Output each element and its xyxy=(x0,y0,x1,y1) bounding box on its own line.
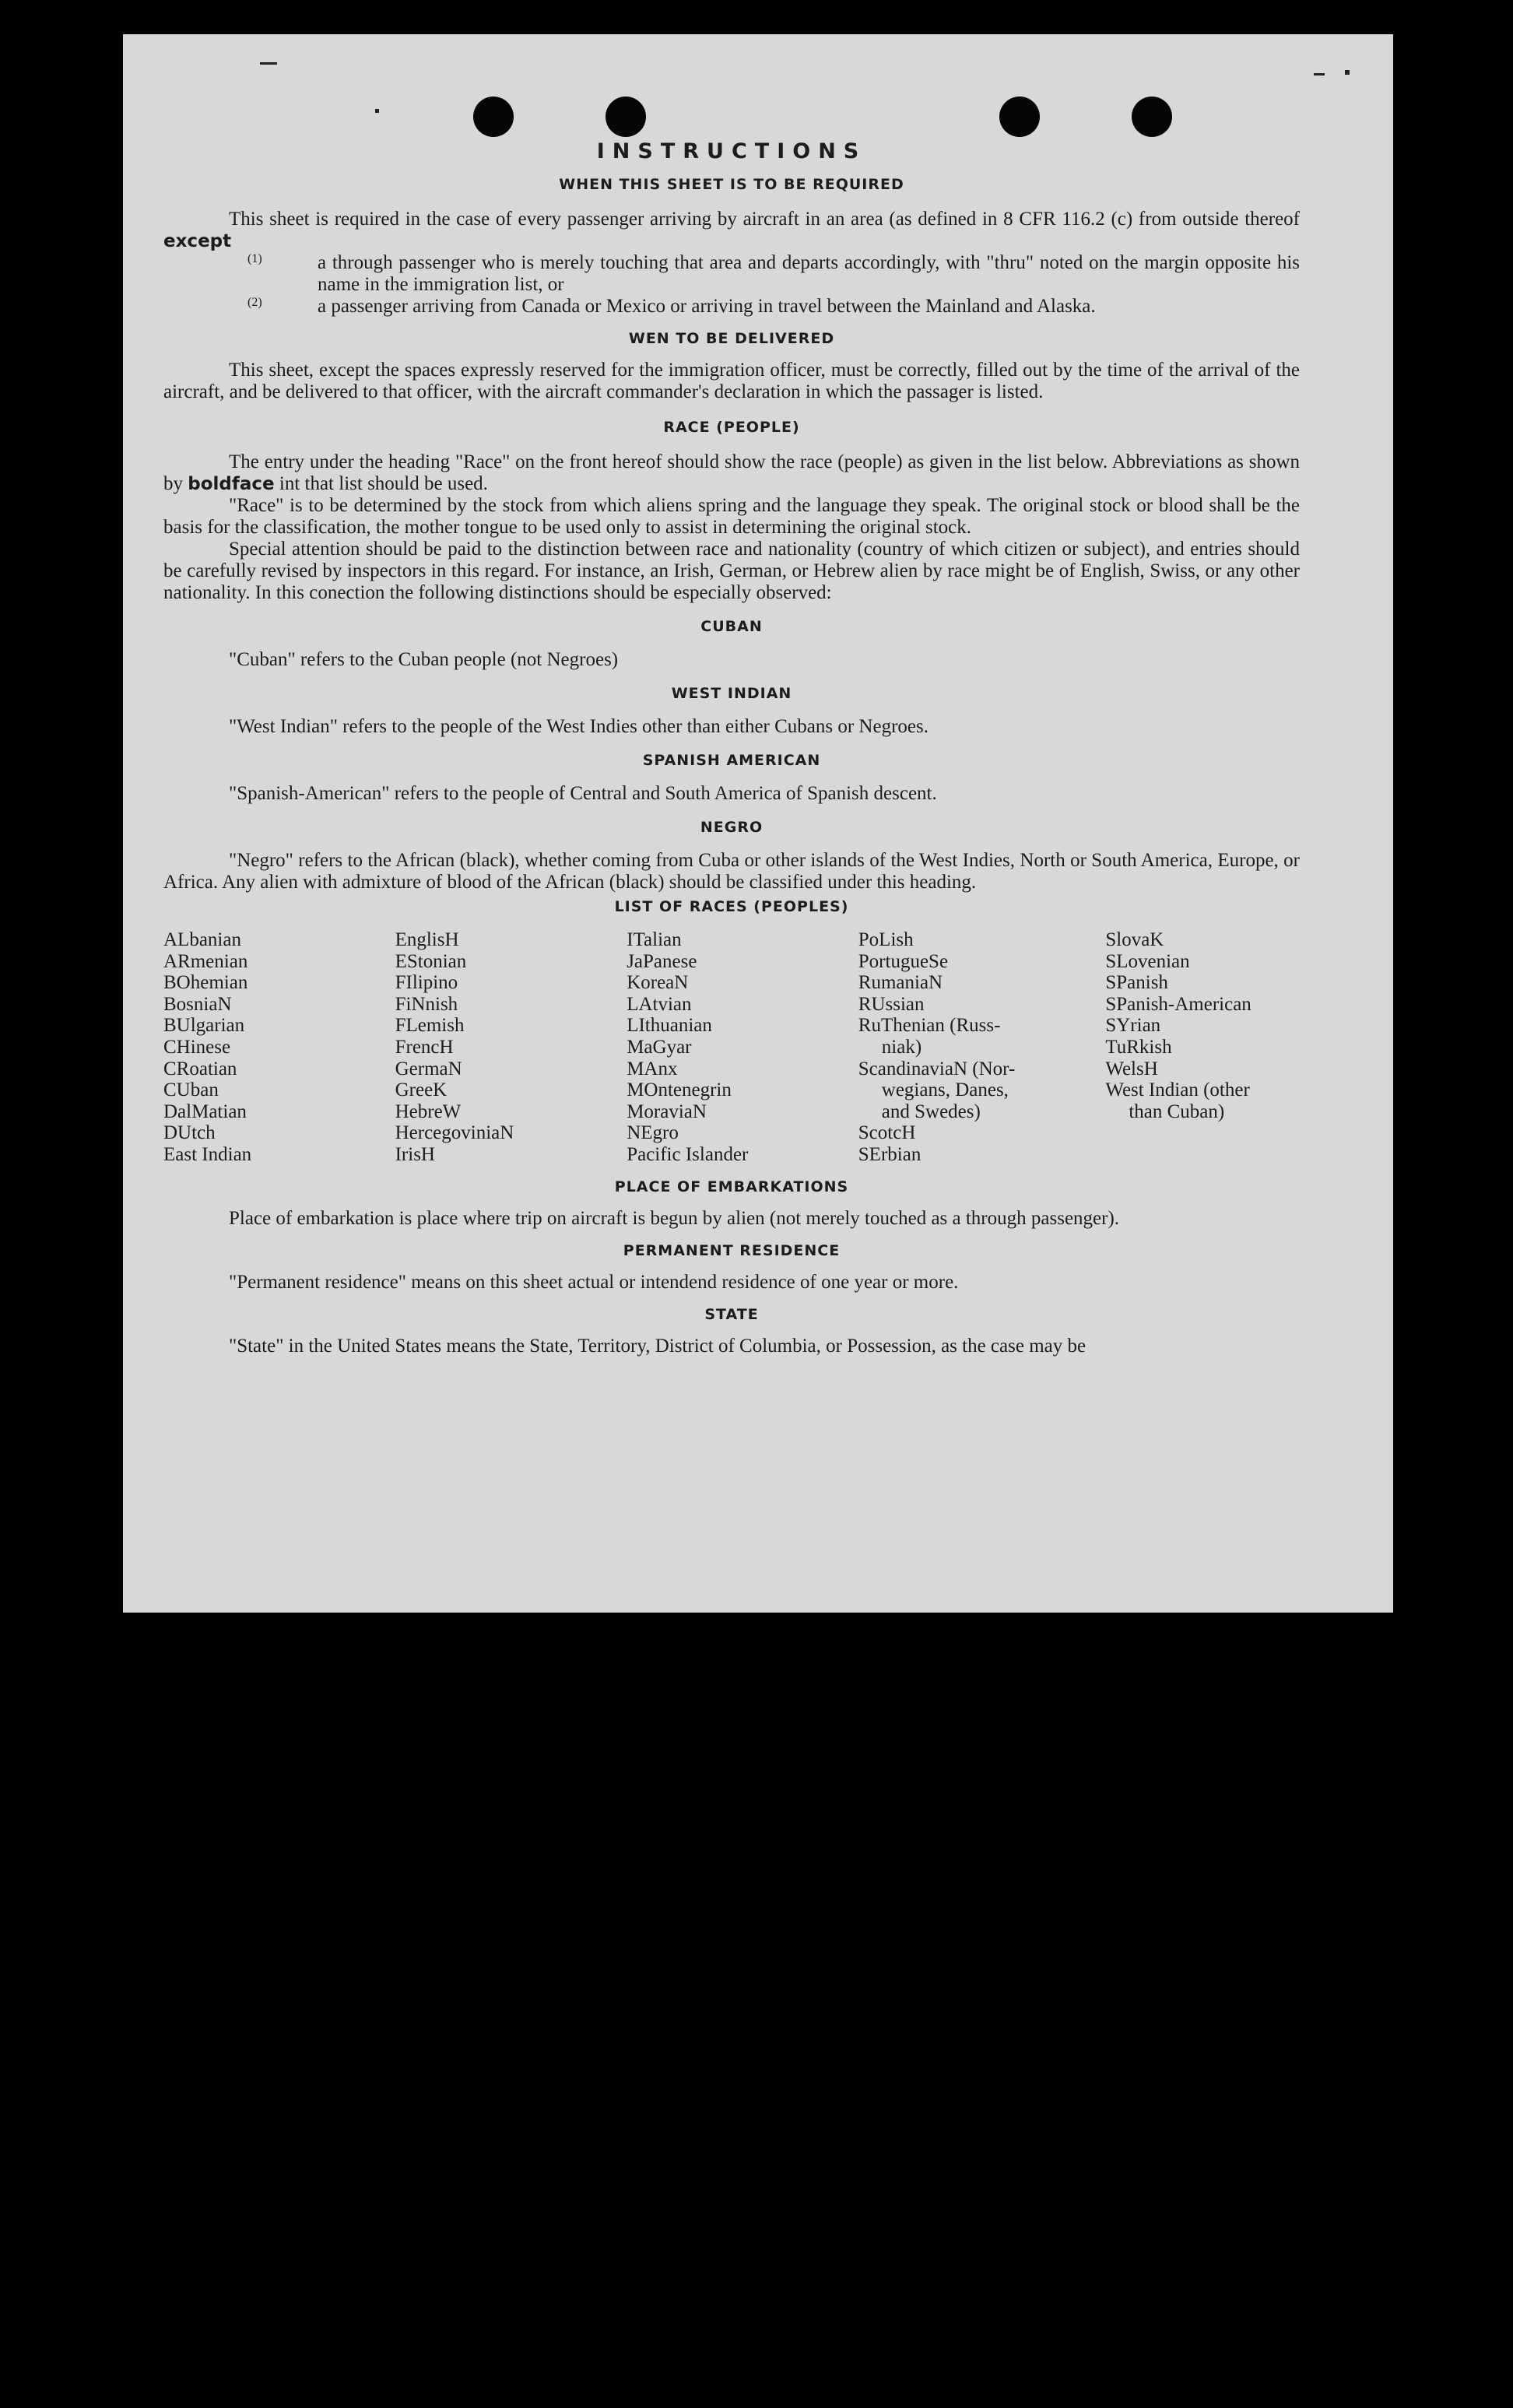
race-entry: BOhemian xyxy=(163,972,248,994)
list-item xyxy=(247,296,1300,318)
page-title: INSTRUCTIONS xyxy=(596,139,867,163)
races-column xyxy=(395,929,627,1166)
race-entry: ScotcH xyxy=(858,1122,916,1144)
when-required-text: This sheet is required in the case of every passenger arriving by aircraft in an area (as defined in 8 CFR 116.2 (c) from outside thereof except xyxy=(163,209,1300,251)
item-text: a through passenger who is merely touching that area and departs accordingly, with "thru" noted on the margin opposite his name in the immigration list, or xyxy=(318,252,1300,295)
item-number: (1) xyxy=(247,252,262,265)
list-item xyxy=(247,252,1300,296)
race-entry: niak) xyxy=(881,1036,922,1058)
race-entry: DUtch xyxy=(163,1122,216,1144)
race-entry: FrencH xyxy=(395,1036,454,1058)
race-entry: EStonian xyxy=(395,950,467,972)
race-entry: EnglisH xyxy=(395,929,459,950)
race-entry: wegians, Danes, xyxy=(881,1079,1009,1101)
race-entry: HebreW xyxy=(395,1100,462,1122)
delivered-text: This sheet, except the spaces expressly reserved for the immigration officer, must be correctly, filled out by the time of the arrival of the aircraft, and be delivered to that officer, with the aircraft commander's declaration in which the passager is listed. xyxy=(163,360,1300,402)
race-entry: ScandinaviaN (Nor- xyxy=(858,1058,1016,1079)
section-heading-spanish-american: SPANISH AMERICAN xyxy=(642,752,821,769)
race-entry: West Indian (other xyxy=(1105,1079,1250,1101)
race-entry: FIlipino xyxy=(395,972,458,994)
race-entry: than Cuban) xyxy=(1129,1100,1225,1122)
race-entry: SPanish xyxy=(1105,972,1168,994)
negro-text: "Negro" refers to the African (black), whether coming from Cuba or other islands of the West Indies, North or South America, Europe, or Africa. Any alien with admixture of blood of the African (black) should be classified under this heading. xyxy=(163,850,1300,893)
race-entry: SErbian xyxy=(858,1143,921,1165)
section-heading-state: STATE xyxy=(704,1305,759,1323)
scan-speck xyxy=(1314,73,1325,75)
race-entry: GermaN xyxy=(395,1058,462,1079)
race-entry: Pacific Islander xyxy=(627,1143,749,1165)
race-entry: BosniaN xyxy=(163,993,232,1015)
race-entry: and Swedes) xyxy=(881,1100,981,1122)
boldface-emphasis: boldface xyxy=(188,474,275,494)
race-entry: CHinese xyxy=(163,1036,231,1058)
punch-hole xyxy=(606,97,646,137)
race-entry: SYrian xyxy=(1105,1015,1161,1037)
races-column xyxy=(858,929,1106,1166)
race-entry: RUssian xyxy=(858,993,925,1015)
instructions-content xyxy=(163,139,1300,1357)
race-entry: TuRkish xyxy=(1105,1036,1172,1058)
residence-text: "Permanent residence" means on this sheet actual or intendend residence of one year or more. xyxy=(229,1271,959,1293)
section-heading-embarkation: PLACE OF EMBARKATIONS xyxy=(614,1178,849,1195)
race-entry: RuThenian (Russ- xyxy=(858,1015,1001,1037)
race-entry: MAnx xyxy=(627,1058,678,1079)
race-entry: East Indian xyxy=(163,1143,252,1165)
race-entry: FiNnish xyxy=(395,993,458,1015)
race-entry: MOntenegrin xyxy=(627,1079,732,1101)
race-entry: NEgro xyxy=(627,1122,679,1144)
race-entry: MaGyar xyxy=(627,1036,692,1058)
section-heading-permanent-residence: PERMANENT RESIDENCE xyxy=(623,1241,841,1259)
item-text: a passenger arriving from Canada or Mexico or arriving in travel between the Mainland and Alaska. xyxy=(318,296,1096,317)
section-heading-race: RACE (PEOPLE) xyxy=(663,419,800,436)
races-list xyxy=(163,929,1300,1166)
race-entry: BUlgarian xyxy=(163,1015,245,1037)
race-entry: ARmenian xyxy=(163,950,248,972)
section-heading-cuban: CUBAN xyxy=(700,618,763,635)
race-entry: LIthuanian xyxy=(627,1015,712,1037)
section-heading-delivered: WEN TO BE DELIVERED xyxy=(628,330,835,347)
race-entry: SPanish-American xyxy=(1105,993,1251,1015)
race-entry: MoraviaN xyxy=(627,1100,707,1122)
section-heading-when-required: WHEN THIS SHEET IS TO BE REQUIRED xyxy=(559,176,904,193)
race-entry: GreeK xyxy=(395,1079,448,1101)
races-column xyxy=(627,929,858,1166)
section-heading-negro: NEGRO xyxy=(700,819,764,836)
race-entry: SLovenian xyxy=(1105,950,1190,972)
cuban-text: "Cuban" refers to the Cuban people (not Negroes) xyxy=(229,649,619,670)
race-entry: FLemish xyxy=(395,1015,465,1037)
state-text: "State" in the United States means the State, Territory, District of Columbia, or Possession, as the case may be xyxy=(229,1335,1086,1357)
race-entry: KoreaN xyxy=(627,972,689,994)
race-paragraph-3: Special attention should be paid to the distinction between race and nationality (country of which citizen or subject), and entries should be carefully revised by inspectors in this regard. For instance, an Irish, German, or Hebrew alien by race might be of English, Swiss, or any other nationality. In this conection the following distinctions should be especially observed: xyxy=(163,539,1300,603)
punch-hole xyxy=(473,97,514,137)
race-entry: ITalian xyxy=(627,929,682,950)
race-entry: HercegoviniaN xyxy=(395,1122,514,1144)
section-heading-list-of-races: LIST OF RACES (PEOPLES) xyxy=(614,898,849,915)
race-entry: WelsH xyxy=(1105,1058,1158,1079)
race-entry: CRoatian xyxy=(163,1058,237,1079)
embarkation-text: Place of embarkation is place where trip on aircraft is begun by alien (not merely touched as a through passenger). xyxy=(229,1207,1120,1229)
except-emphasis: except xyxy=(163,231,232,251)
races-column xyxy=(1105,929,1300,1166)
document-sheet xyxy=(123,34,1393,1613)
west-indian-text: "West Indian" refers to the people of the West Indies other than either Cubans or Negroes. xyxy=(229,716,929,737)
race-paragraph-2: "Race" is to be determined by the stock from which aliens spring and the language they speak. The original stock or blood shall be the basis for the classification, the mother tongue to be used only to assist in determining the original stock. xyxy=(163,495,1300,538)
scan-speck xyxy=(1345,70,1350,75)
race-entry: PortugueSe xyxy=(858,950,949,972)
race-entry: RumaniaN xyxy=(858,972,943,994)
race-entry: JaPanese xyxy=(627,950,697,972)
scan-speck xyxy=(260,62,277,65)
item-number: (2) xyxy=(247,296,262,309)
race-entry: PoLish xyxy=(858,929,914,950)
race-paragraph-1: The entry under the heading "Race" on the front hereof should show the race (people) as given in the list below. Abbreviations as shown by boldface int that list should be used. xyxy=(163,451,1300,494)
race-entry: DalMatian xyxy=(163,1100,247,1122)
race-entry: SlovaK xyxy=(1105,929,1164,950)
section-heading-west-indian: WEST INDIAN xyxy=(671,685,792,702)
race-entry: ALbanian xyxy=(163,929,241,950)
punch-hole xyxy=(1132,97,1172,137)
races-column xyxy=(163,929,395,1166)
spanish-american-text: "Spanish-American" refers to the people of Central and South America of Spanish descent. xyxy=(229,783,937,804)
scan-speck xyxy=(375,109,379,113)
race-entry: LAtvian xyxy=(627,993,692,1015)
punch-hole xyxy=(999,97,1040,137)
race-entry: CUban xyxy=(163,1079,219,1101)
race-entry: IrisH xyxy=(395,1143,435,1165)
